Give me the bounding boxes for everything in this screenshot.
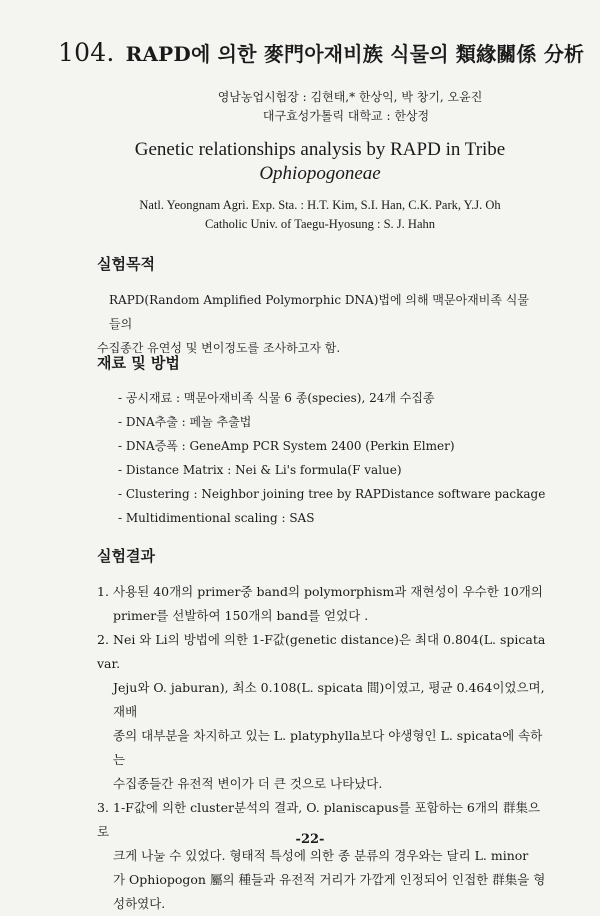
result-line: 사용된 40개의 primer중 band의 polymorphism과 재현성이 우수한 10개의 bbox=[113, 584, 543, 599]
results-list bbox=[97, 580, 547, 916]
result-line: Jeju와 O. jaburan), 최소 0.108(L. spicata 間)이였고, 평균 0.464이었으며, 재배 bbox=[113, 680, 545, 719]
result-number: 1. bbox=[97, 584, 109, 599]
result-item-1 bbox=[97, 580, 547, 628]
affiliation-line-1: Natl. Yeongnam Agri. Exp. Sta. : H.T. Kim, S.I. Han, C.K. Park, Y.J. Oh bbox=[139, 198, 501, 212]
methods-heading: 재료 및 방법 bbox=[97, 354, 180, 372]
objective-line-1: RAPD(Random Amplified Polymorphic DNA)법에 의해 맥문아재비족 식물들의 bbox=[109, 293, 529, 331]
result-line: Nei 와 Li의 방법에 의한 1-F값(genetic distance)은 최대 0.804(L. spicata var. bbox=[97, 632, 546, 671]
objective-paragraph bbox=[97, 288, 537, 360]
page-number: -22- bbox=[295, 832, 325, 847]
abstract-title bbox=[58, 38, 585, 67]
result-line: primer를 선발하여 150개의 band를 얻었다 . bbox=[113, 608, 369, 623]
result-line: 수집종들간 유전적 변이가 더 큰 것으로 나타났다. bbox=[113, 776, 383, 791]
methods-item: - 공시재료 : 맥문아재비족 식물 6 종(species), 24개 수집종 bbox=[118, 391, 435, 405]
result-item-2 bbox=[97, 628, 547, 796]
english-title-line-2: Ophiopogoneae bbox=[259, 163, 381, 184]
objective-line-2: 수집종간 유연성 및 변이정도를 조사하고자 함. bbox=[97, 341, 341, 355]
result-item-3 bbox=[97, 796, 547, 916]
abstract-number: 104. bbox=[58, 38, 115, 67]
result-line: 성하였다. bbox=[113, 896, 166, 911]
english-title-line-1: Genetic relationships analysis by RAPD in Tribe bbox=[134, 139, 506, 160]
methods-item: - DNA증폭 : GeneAmp PCR System 2400 (Perkin Elmer) bbox=[118, 439, 455, 453]
methods-item: - Clustering : Neighbor joining tree by RAPDistance software package bbox=[118, 487, 546, 501]
result-line: 종의 대부분을 차지하고 있는 L. platyphylla보다 야생형인 L. spicata에 속하는 bbox=[113, 728, 543, 767]
objective-heading: 실험목적 bbox=[97, 255, 155, 273]
affiliation-line-2: Catholic Univ. of Taegu-Hyosung : S. J. Hahn bbox=[204, 217, 435, 231]
methods-item: - Distance Matrix : Nei & Li's formula(F value) bbox=[118, 463, 402, 477]
methods-item: - Multidimentional scaling : SAS bbox=[118, 511, 315, 525]
methods-item: - DNA추출 : 페놀 추출법 bbox=[118, 415, 252, 429]
result-number: 2. bbox=[97, 632, 109, 647]
korean-authors-line-1: 영남농업시험장 : 김현태,* 한상익, 박 창기, 오윤진 bbox=[217, 90, 483, 104]
result-line: 크게 나눌 수 있었다. 형태적 특성에 의한 종 분류의 경우와는 달리 L. minor bbox=[113, 848, 529, 863]
result-line: 가 Ophiopogon 屬의 種들과 유전적 거리가 가깝게 인정되어 인접한 群集을 형 bbox=[113, 872, 546, 887]
result-number: 3. bbox=[97, 800, 109, 815]
results-heading: 실험결과 bbox=[97, 547, 155, 565]
korean-authors-line-2: 대구효성가톨릭 대학교 : 한상정 bbox=[262, 109, 430, 123]
methods-list bbox=[118, 386, 558, 530]
result-line: 1-F값에 의한 cluster분석의 결과, O. planiscapus를 포함하는 6개의 群集으로 bbox=[97, 800, 541, 839]
abstract-title-text: RAPD에 의한 麥門아재비族 식물의 類緣關係 分析 bbox=[125, 42, 585, 66]
